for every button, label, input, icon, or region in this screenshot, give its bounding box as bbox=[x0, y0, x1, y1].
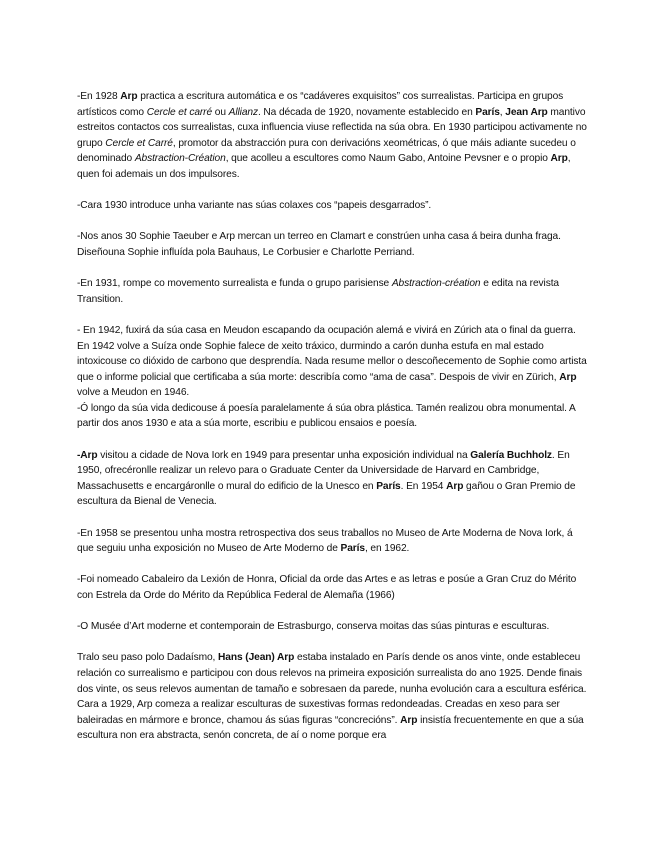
text-run: estaba instalado en París dende os anos vinte, onde estableceu relación co surrealismo e participou con dous relevos na primeira exposición surrealista do ano 1925. Dende finais dos vinte, os seus relevos aumentan de tamaño e sobresaen da parede, nunha evolución cara a escultura esférica. Cara a 1929, Arp comeza a realizar esculturas de suxestivas formas redondeadas. Creadas en xeso para ser baleiradas en mármore e bronce, chamou ás súas figuras “concrecións”. bbox=[77, 652, 587, 726]
text-run: -Ó longo da súa vida dedicouse á poesía paralelamente á súa obra plástica. Tamén realizou obra monumental. A partir dos anos 1930 e ata a súa morte, escribiu e publicou ensaios e poesía. bbox=[77, 402, 576, 430]
text-run: -En 1958 se presentou unha mostra retrospectiva dos seus traballos no Museo de Arte Moderna de Nova Iork, á que seguiu unha exposición no Museo de Arte Moderno de bbox=[77, 527, 573, 555]
text-run: , que acolleu a escultores como Naum Gabo, Antoine Pevsner e o propio bbox=[225, 153, 551, 165]
text-run: - En 1942, fuxirá da súa casa en Meudon escapando da ocupación alemá e vivirá en Zúrich ata o final da guerra. En 1942 volve a Suíza onde Sophie falece de xeito tráxico, durmindo a carón dunha estufa en mal estado intoxicouse co dióxido de carbono que desprendía. Nada resume mellor o descoñecemento de Sophie como artista que o informe policial que certificaba a súa morte: describía como “ama de casa”. Despois de vivir en Zürich, bbox=[77, 324, 587, 383]
text-run: , promotor da abstracción pura con derivacións xeométricas, ó que máis adiante sucedeu o denominado bbox=[77, 137, 576, 165]
bold-run: París bbox=[376, 480, 401, 492]
paragraph-retrospectiva-1958 bbox=[77, 526, 589, 557]
text-run: , en 1962. bbox=[364, 543, 410, 555]
paragraph-nova-iork-1949 bbox=[77, 448, 589, 510]
text-run: , quen foi ademais un dos impulsores. bbox=[77, 153, 571, 180]
italic-run: Allianz bbox=[228, 106, 258, 118]
document-body bbox=[77, 89, 589, 760]
text-run: -O Musée d’Art moderne et contemporain de Estrasburgo, conserva moitas das súas pinturas e esculturas. bbox=[77, 621, 550, 633]
bold-run: Arp bbox=[550, 153, 568, 165]
paragraph-dadaismo bbox=[77, 650, 589, 744]
italic-run: Abstraction-création bbox=[391, 278, 481, 290]
italic-run: Cercle et Carré bbox=[105, 137, 173, 149]
text-run: Tralo seu paso polo Dadaísmo, bbox=[77, 652, 219, 664]
text-run: -Nos anos 30 Sophie Taeuber e Arp mercan un terreo en Clamart e constrúen unha casa á beira dunha fraga. Diseñouna Sophie influída pola Bauhaus, Le Corbusier e Charlotte Perriand. bbox=[77, 231, 561, 258]
text-run: . En 1950, ofrecéronlle realizar un relevo para o Graduate Center da Universidade de Harvard en Cambridge, Massachusetts e encargáronlle o mural do edificio de la Unesco en bbox=[77, 449, 570, 492]
text-run: -Cara 1930 introduce unha variante nas súas colaxes cos “papeis desgarrados”. bbox=[77, 200, 432, 212]
bold-run: París bbox=[340, 543, 365, 555]
paragraph-clamart bbox=[77, 229, 589, 260]
text-run: insistía frecuentemente en que a súa escultura non era abstracta, senón concreta, de aí o nome porque era bbox=[77, 714, 584, 742]
bold-run: Jean Arp bbox=[505, 106, 548, 118]
paragraph-papeis-desgarrados bbox=[77, 198, 589, 214]
paragraph-estrasburgo bbox=[77, 619, 589, 635]
bold-run: Arp bbox=[400, 714, 418, 726]
text-run: -En 1931, rompe co movemento surrealista e funda o grupo parisiense bbox=[77, 278, 392, 290]
text-run: . En 1954 bbox=[400, 480, 447, 492]
text-run: practica a escritura automática e os “cadáveres exquisitos” cos surrealistas. Participa en grupos artísticos como bbox=[77, 91, 564, 118]
text-run: , bbox=[499, 106, 506, 118]
text-run: . Na década de 1920, novamente establecido en bbox=[257, 106, 476, 118]
italic-run: Abstraction-Création bbox=[134, 153, 226, 165]
bold-run: Hans (Jean) Arp bbox=[218, 652, 295, 664]
text-run: volve a Meudon en 1946. bbox=[77, 387, 190, 399]
bold-run: París bbox=[475, 106, 500, 118]
text-run: visitou a cidade de Nova Iork en 1949 para presentar unha exposición individual na bbox=[97, 449, 471, 461]
bold-run: Arp bbox=[120, 91, 138, 102]
text-run: e edita na revista Transition. bbox=[77, 278, 559, 305]
text-run: gañou o Gran Premio de escultura da Bienal de Venecia. bbox=[77, 480, 576, 508]
paragraph-meudon-zurich bbox=[77, 323, 589, 401]
text-run: -Foi nomeado Cabaleiro da Lexión de Honra, Oficial da orde das Artes e as letras e posúe a Gran Cruz do Mérito con Estrela da Orde do Mérito da República Federal de Alemaña (1966) bbox=[77, 574, 577, 601]
paragraph-abstraction-creation bbox=[77, 276, 589, 307]
bold-run: Arp bbox=[446, 480, 464, 492]
text-run: -En 1928 bbox=[77, 91, 121, 102]
paragraph-poesia bbox=[77, 401, 589, 432]
text-run: ou bbox=[212, 106, 229, 118]
bold-run: -Arp bbox=[77, 449, 98, 461]
paragraph-honras bbox=[77, 572, 589, 603]
paragraph-arp-1928 bbox=[77, 89, 589, 183]
italic-run: Cercle et carré bbox=[146, 106, 213, 118]
bold-run: Arp bbox=[559, 371, 577, 383]
text-run: mantivo estreitos contactos cos surrealistas, cuxa influencia viuse reflectida na súa obra. En 1930 participou activamente no grupo bbox=[77, 106, 587, 149]
bold-run: Galería Buchholz bbox=[470, 449, 552, 461]
